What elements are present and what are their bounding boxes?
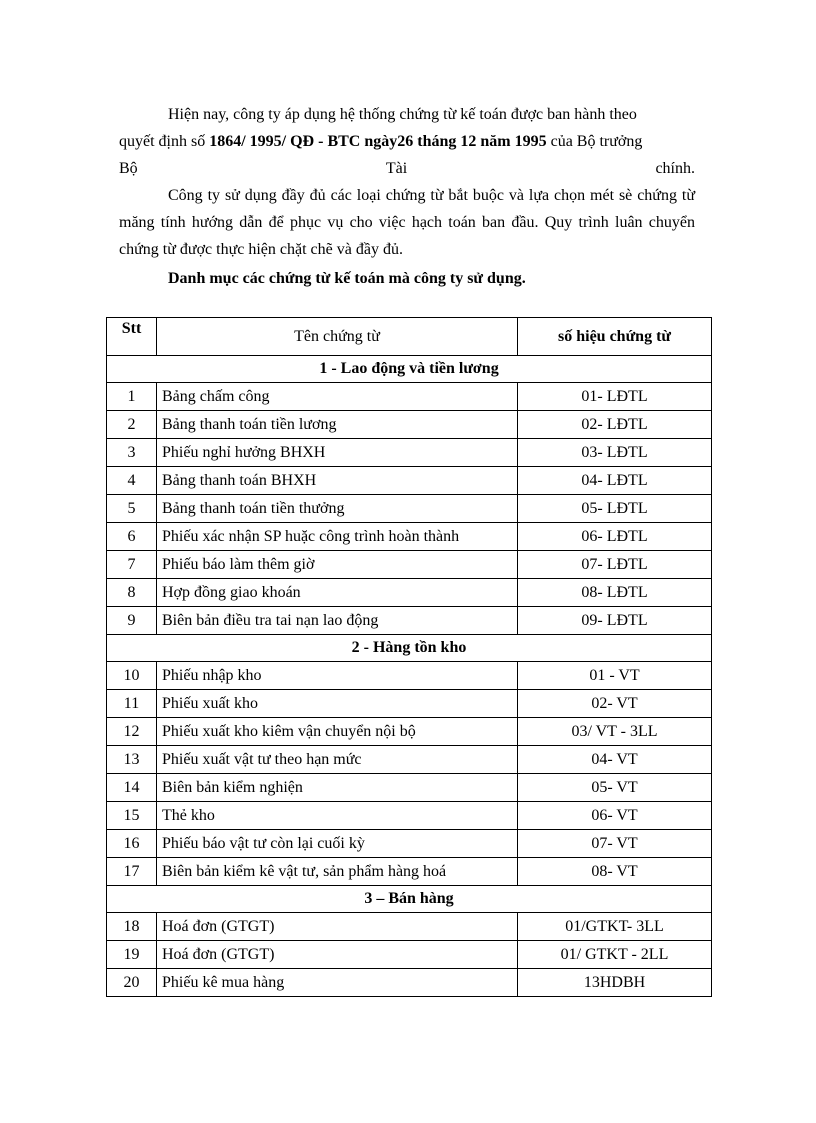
row-stt: 6 bbox=[107, 523, 157, 551]
row-document-code: 07- LĐTL bbox=[518, 551, 712, 579]
table-row bbox=[107, 718, 712, 746]
table-row bbox=[107, 802, 712, 830]
table-row bbox=[107, 495, 712, 523]
table-row bbox=[107, 662, 712, 690]
row-stt: 10 bbox=[107, 662, 157, 690]
row-document-name: Hoá đơn (GTGT) bbox=[157, 941, 518, 969]
row-stt: 13 bbox=[107, 746, 157, 774]
row-document-code: 02- LĐTL bbox=[518, 411, 712, 439]
row-document-code: 01- LĐTL bbox=[518, 383, 712, 411]
row-document-name: Hoá đơn (GTGT) bbox=[157, 913, 518, 941]
intro-line-3 bbox=[119, 155, 695, 182]
row-document-name: Biên bản điều tra tai nạn lao động bbox=[157, 607, 518, 635]
row-stt: 3 bbox=[107, 439, 157, 467]
row-stt: 16 bbox=[107, 830, 157, 858]
intro-line-2-pre: quyết định số bbox=[119, 133, 210, 150]
table-row bbox=[107, 439, 712, 467]
table-row bbox=[107, 579, 712, 607]
section-row bbox=[107, 635, 712, 662]
row-document-code: 06- VT bbox=[518, 802, 712, 830]
row-stt: 1 bbox=[107, 383, 157, 411]
header-code: số hiệu chứng từ bbox=[518, 318, 712, 356]
table-row bbox=[107, 383, 712, 411]
row-document-code: 07- VT bbox=[518, 830, 712, 858]
row-document-name: Bảng thanh toán tiền thưởng bbox=[157, 495, 518, 523]
row-stt: 7 bbox=[107, 551, 157, 579]
row-document-name: Thẻ kho bbox=[157, 802, 518, 830]
row-document-code: 01 - VT bbox=[518, 662, 712, 690]
table-row bbox=[107, 969, 712, 997]
row-document-code: 08- VT bbox=[518, 858, 712, 886]
row-document-name: Bảng chấm công bbox=[157, 383, 518, 411]
row-document-name: Bảng thanh toán BHXH bbox=[157, 467, 518, 495]
row-stt: 18 bbox=[107, 913, 157, 941]
row-document-code: 04- VT bbox=[518, 746, 712, 774]
table-row bbox=[107, 523, 712, 551]
header-stt: Stt bbox=[107, 318, 157, 356]
table-row bbox=[107, 467, 712, 495]
row-document-code: 02- VT bbox=[518, 690, 712, 718]
row-document-name: Phiếu nhập kho bbox=[157, 662, 518, 690]
list-heading: Danh mục các chứng từ kế toán mà công ty sử dụng. bbox=[168, 270, 526, 287]
row-document-name: Phiếu xác nhận SP huặc công trình hoàn thành bbox=[157, 523, 518, 551]
row-document-code: 06- LĐTL bbox=[518, 523, 712, 551]
intro-line-2 bbox=[119, 128, 695, 155]
row-stt: 15 bbox=[107, 802, 157, 830]
table-row bbox=[107, 746, 712, 774]
section-title: 1 - Lao động và tiền lương bbox=[107, 356, 712, 383]
intro-line-1: Hiện nay, công ty áp dụng hệ thống chứng từ kế toán được ban hành theo bbox=[168, 106, 637, 123]
table-row bbox=[107, 941, 712, 969]
row-stt: 5 bbox=[107, 495, 157, 523]
row-document-name: Biên bản kiểm kê vật tư, sản phẩm hàng hoá bbox=[157, 858, 518, 886]
row-stt: 20 bbox=[107, 969, 157, 997]
section-title: 2 - Hàng tồn kho bbox=[107, 635, 712, 662]
section-row bbox=[107, 886, 712, 913]
table-row bbox=[107, 774, 712, 802]
row-stt: 17 bbox=[107, 858, 157, 886]
row-stt: 2 bbox=[107, 411, 157, 439]
row-document-name: Phiếu xuất vật tư theo hạn mức bbox=[157, 746, 518, 774]
row-document-code: 04- LĐTL bbox=[518, 467, 712, 495]
row-document-name: Phiếu nghỉ hưởng BHXH bbox=[157, 439, 518, 467]
row-document-code: 01/ GTKT - 2LL bbox=[518, 941, 712, 969]
decision-number: 1864/ 1995/ QĐ - BTC ngày26 tháng 12 năm 1995 bbox=[209, 133, 547, 150]
table-header-row bbox=[107, 318, 712, 356]
table-row bbox=[107, 411, 712, 439]
row-document-code: 05- VT bbox=[518, 774, 712, 802]
row-stt: 12 bbox=[107, 718, 157, 746]
table-row bbox=[107, 913, 712, 941]
table-row bbox=[107, 690, 712, 718]
row-document-name: Phiếu báo vật tư còn lại cuối kỳ bbox=[157, 830, 518, 858]
table-row bbox=[107, 830, 712, 858]
row-document-code: 01/GTKT- 3LL bbox=[518, 913, 712, 941]
row-document-code: 08- LĐTL bbox=[518, 579, 712, 607]
row-document-name: Phiếu kê mua hàng bbox=[157, 969, 518, 997]
row-stt: 4 bbox=[107, 467, 157, 495]
table-row bbox=[107, 858, 712, 886]
row-document-name: Hợp đồng giao khoán bbox=[157, 579, 518, 607]
table-body bbox=[107, 356, 712, 997]
section-row bbox=[107, 356, 712, 383]
row-stt: 9 bbox=[107, 607, 157, 635]
usage-paragraph: Công ty sử dụng đầy đủ các loại chứng từ bắt buộc và lựa chọn mét sè chứng từ măng tính hướng dẫn để phục vụ cho việc hạch toán ban đầu. Quy trình luân chuyển chứng từ được thực hiện chặt chẽ và đầy đủ. bbox=[119, 187, 695, 258]
row-document-name: Phiếu xuất kho bbox=[157, 690, 518, 718]
document-list-table bbox=[106, 317, 712, 997]
row-stt: 14 bbox=[107, 774, 157, 802]
row-document-code: 03- LĐTL bbox=[518, 439, 712, 467]
table-row bbox=[107, 551, 712, 579]
row-stt: 8 bbox=[107, 579, 157, 607]
intro-paragraph bbox=[119, 101, 695, 182]
intro-word-2: Tài bbox=[385, 160, 408, 177]
row-document-code: 05- LĐTL bbox=[518, 495, 712, 523]
row-document-name: Biên bản kiểm nghiện bbox=[157, 774, 518, 802]
table-row bbox=[107, 607, 712, 635]
header-name: Tên chứng từ bbox=[157, 318, 518, 356]
row-document-name: Bảng thanh toán tiền lương bbox=[157, 411, 518, 439]
row-document-code: 03/ VT - 3LL bbox=[518, 718, 712, 746]
intro-word-3: chính. bbox=[655, 160, 695, 177]
intro-word-1: Bộ bbox=[119, 160, 138, 177]
section-title: 3 – Bán hàng bbox=[107, 886, 712, 913]
intro-line-2-post: của Bộ trưởng bbox=[546, 133, 643, 150]
row-document-code: 13HDBH bbox=[518, 969, 712, 997]
row-stt: 11 bbox=[107, 690, 157, 718]
row-stt: 19 bbox=[107, 941, 157, 969]
row-document-name: Phiếu báo làm thêm giờ bbox=[157, 551, 518, 579]
row-document-name: Phiếu xuất kho kiêm vận chuyển nội bộ bbox=[157, 718, 518, 746]
row-document-code: 09- LĐTL bbox=[518, 607, 712, 635]
